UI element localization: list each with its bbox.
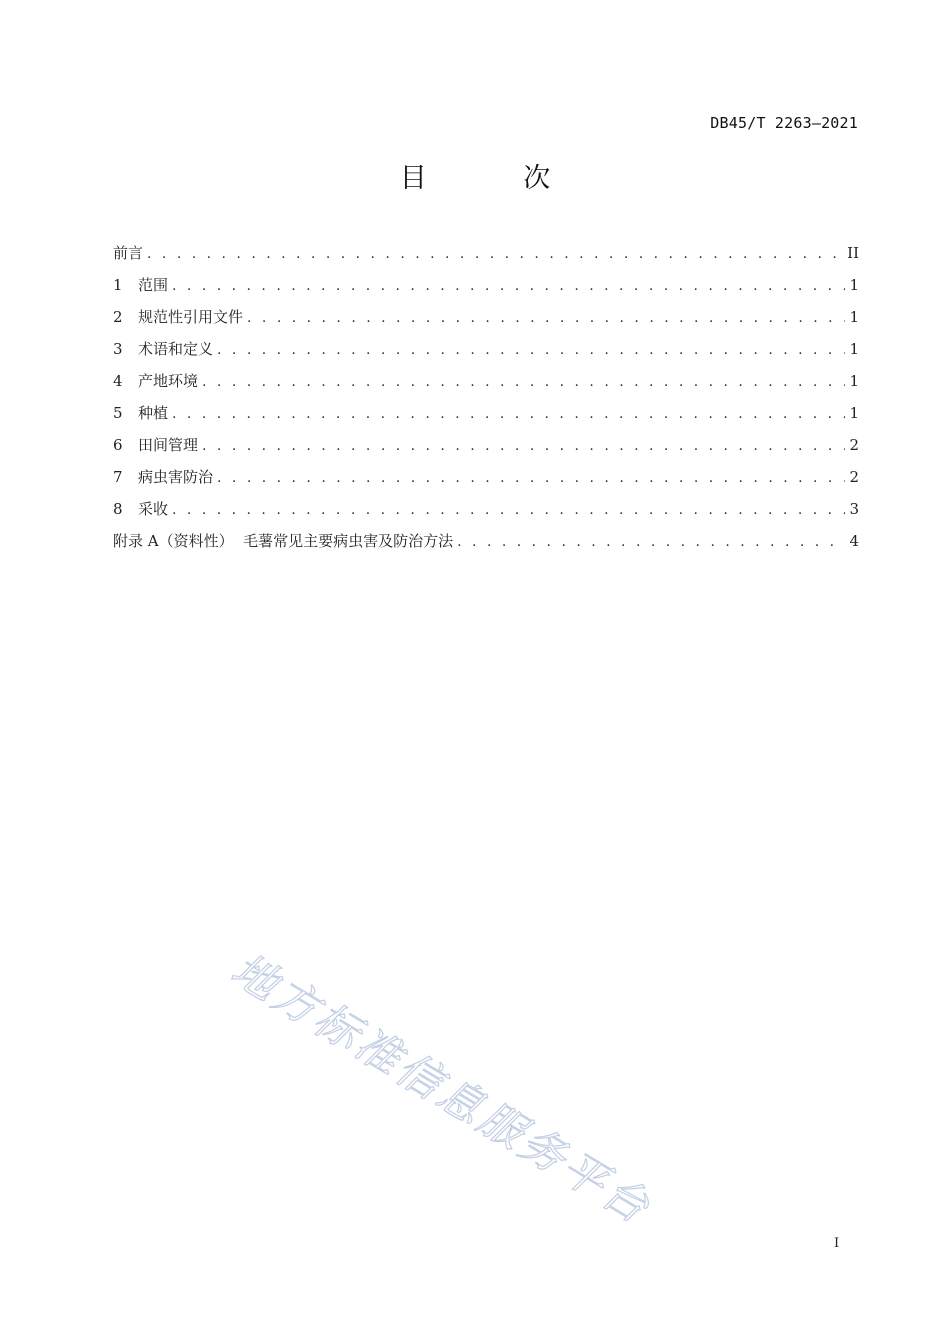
standard-code: DB45/T 2263—2021 [710,114,858,132]
toc-entry-number: 6 [113,436,123,454]
toc-entry-foreword[interactable] [113,242,859,274]
toc-entry-page: 3 [849,500,859,518]
toc-entry-number: 1 [113,276,123,294]
toc-entry-label: 采收 [138,500,169,518]
toc-entry-label: 规范性引用文件 [138,308,244,326]
dot-leader [202,438,845,454]
toc-entry-label: 附录 A（资料性） 毛薯常见主要病虫害及防治方法 [113,532,454,550]
toc-entry-field-management[interactable] [113,434,859,466]
toc-entry-number: 8 [113,500,123,518]
dot-leader [172,502,845,518]
toc-entry-label: 产地环境 [138,372,199,390]
toc-entry-label: 病虫害防治 [138,468,214,486]
toc-entry-page: II [847,244,859,262]
toc-entry-page: 4 [849,532,859,550]
toc-entry-label: 范围 [138,276,169,294]
toc-entry-label: 前言 [113,244,144,262]
page-title: 目 次 [399,163,595,194]
toc-entry-label: 田间管理 [138,436,199,454]
toc-entry-page: 2 [849,436,859,454]
watermark: 地方标准信息服务平台 [222,943,661,1235]
toc-entry-number: 2 [113,308,123,326]
toc-entry-number: 5 [113,404,123,422]
dot-leader [202,374,845,390]
toc-entry-planting[interactable] [113,402,859,434]
dot-leader [247,310,845,326]
toc-entry-number: 7 [113,468,123,486]
page-number: I [834,1236,840,1251]
toc-entry-label: 种植 [138,404,169,422]
toc-entry-page: 1 [849,372,859,390]
table-of-contents [113,242,859,562]
toc-entry-pest-control[interactable] [113,466,859,498]
toc-entry-page: 1 [849,340,859,358]
toc-entry-scope[interactable] [113,274,859,306]
dot-leader [217,470,845,486]
dot-leader [172,406,845,422]
toc-entry-harvest[interactable] [113,498,859,530]
toc-entry-page: 1 [849,404,859,422]
toc-entry-page: 1 [849,276,859,294]
dot-leader [217,342,845,358]
toc-entry-number: 3 [113,340,123,358]
toc-entry-number: 4 [113,372,123,390]
toc-entry-terms-definitions[interactable] [113,338,859,370]
toc-entry-page: 2 [849,468,859,486]
dot-leader [172,278,845,294]
toc-entry-normative-references[interactable] [113,306,859,338]
dot-leader [147,246,843,262]
toc-entry-environment[interactable] [113,370,859,402]
toc-entry-page: 1 [849,308,859,326]
toc-entry-appendix-a[interactable] [113,530,859,562]
dot-leader [457,534,845,550]
toc-entry-label: 术语和定义 [138,340,214,358]
